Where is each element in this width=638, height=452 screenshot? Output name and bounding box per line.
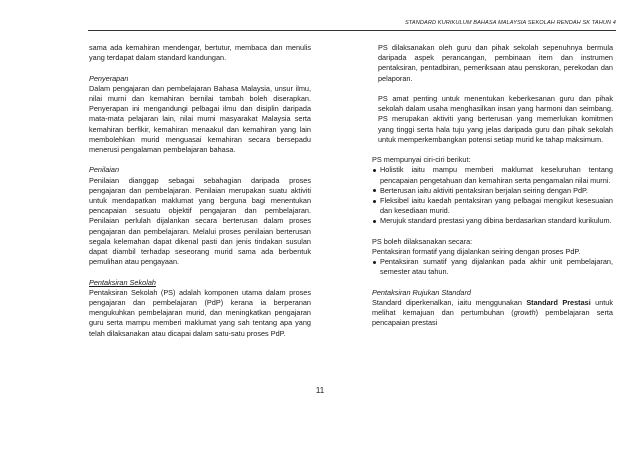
rujukan-text-start: Standard diperkenalkan, iaitu menggunakan	[372, 298, 527, 308]
ps-paragraph-1: PS dilaksanakan oleh guru dan pihak sekolah sepenuhnya bermula daripada aspek perancangan, pembinaan item dan instrumen pentaksiran, pentadbiran, pemeriksaan atau penskoran, perekodan dan pelaporan.	[378, 43, 613, 83]
rujukan-text-mid: untuk melihat kemajuan dan pertumbuhan (	[372, 298, 613, 318]
rujukan-heading: Pentaksiran Rujukan Standard	[372, 287, 471, 297]
ciri-item: Merujuk standard prestasi yang dibina berdasarkan standard kurikulum.	[372, 216, 613, 226]
penyerapan-heading: Penyerapan	[89, 73, 129, 83]
penyerapan-paragraph: Dalam pengajaran dan pembelajaran Bahasa Malaysia, unsur ilmu, nilai murni dan kemahiran bernilai tambah boleh diserapkan. Penyerapan ini mengandungi pelbagai ilmu dan disiplin daripada mata-mata pelajaran lain, nilai murni masyarakat Malaysia serta kemahiran berfikir, kemahiran menaakul dan kemahiran yang lain membolehkan murid menguasai kemahiran secara bersepadu menerusi pengalaman pembelajaran bahasa.	[89, 83, 311, 155]
rujukan-italic-term: growth	[513, 308, 536, 318]
ciri-item: Fleksibel iaitu kaedah pentaksiran yang pelbagai mengikut kesesuaian dan kesediaan murid.	[372, 196, 613, 216]
ciri-item: Berterusan iaitu aktiviti pentaksiran berjalan seiring dengan PdP.	[372, 186, 613, 196]
running-header: STANDARD KURIKULUM BAHASA MALAYSIA SEKOLAH RENDAH SK TAHUN 4	[404, 20, 616, 26]
ciri-item: Holistik iaitu mampu memberi maklumat keseluruhan tentang pencapaian pengetahuan dan kemahiran serta pengamalan nilai murni.	[372, 165, 613, 185]
boleh-list	[372, 257, 613, 277]
boleh-formatif: Pentaksiran formatif yang dijalankan seiring dengan proses PdP.	[372, 247, 581, 257]
ps-paragraph-2: PS amat penting untuk menentukan keberkesanan guru dan pihak sekolah dalam usaha menghasilkan insan yang harmoni dan seimbang. PS merupakan aktiviti yang berterusan yang memerlukan komitmen yang tinggi serta hala tuju yang jelas daripada guru dan pihak sekolah untuk memperkembangkan potensi setiap murid ke tahap maksimum.	[378, 94, 613, 144]
rujukan-bold-term: Standard Prestasi	[526, 298, 591, 308]
boleh-item: Pentaksiran sumatif yang dijalankan pada akhir unit pembelajaran, semester atau tahun.	[372, 257, 613, 277]
header-divider	[88, 30, 616, 31]
ciri-intro: PS mempunyai ciri-ciri berikut:	[372, 155, 471, 165]
pentaksiran-sekolah-heading: Pentaksiran Sekolah	[89, 277, 156, 287]
rujukan-text-end: ) pembelajaran serta pencapaian prestasi	[372, 308, 613, 328]
boleh-intro: PS boleh dilaksanakan secara:	[372, 236, 473, 246]
penilaian-paragraph: Penilaian dianggap sebagai sebahagian daripada proses pengajaran dan pembelajaran. Penilaian merupakan suatu aktiviti untuk mendapatkan maklumat yang berguna bagi menentukan pencapaian sesuatu objektif pengajaran dan pembelajaran. Penilaian perlulah dijalankan secara berterusan dalam proses pengajaran dan pembelajaran. Melalui proses penilaian berterusan segala kelemahan dapat dikenal pasti dan jenis tindakan susulan dapat diambil terhadap seseorang murid sama ada berbentuk pemulihan atau pengayaan.	[89, 175, 311, 267]
pentaksiran-sekolah-paragraph: Pentaksiran Sekolah (PS) adalah komponen utama dalam proses pengajaran dan pembelajaran (PdP) kerana ia berperanan mengukuhkan pembelajaran murid, dan meningkatkan pengajaran guru serta mampu memberi maklumat yang sah tentang apa yang telah dilaksanakan atau dicapai dalam satu-satu proses PdP.	[89, 287, 311, 338]
intro-paragraph: sama ada kemahiran mendengar, bertutur, membaca dan menulis yang terdapat dalam standard kandungan.	[89, 43, 311, 63]
right-column	[372, 43, 613, 329]
penilaian-heading: Penilaian	[89, 165, 120, 175]
left-column	[89, 43, 311, 339]
rujukan-paragraph	[372, 298, 613, 329]
page-number: 11	[315, 386, 325, 395]
ciri-list	[372, 165, 613, 226]
